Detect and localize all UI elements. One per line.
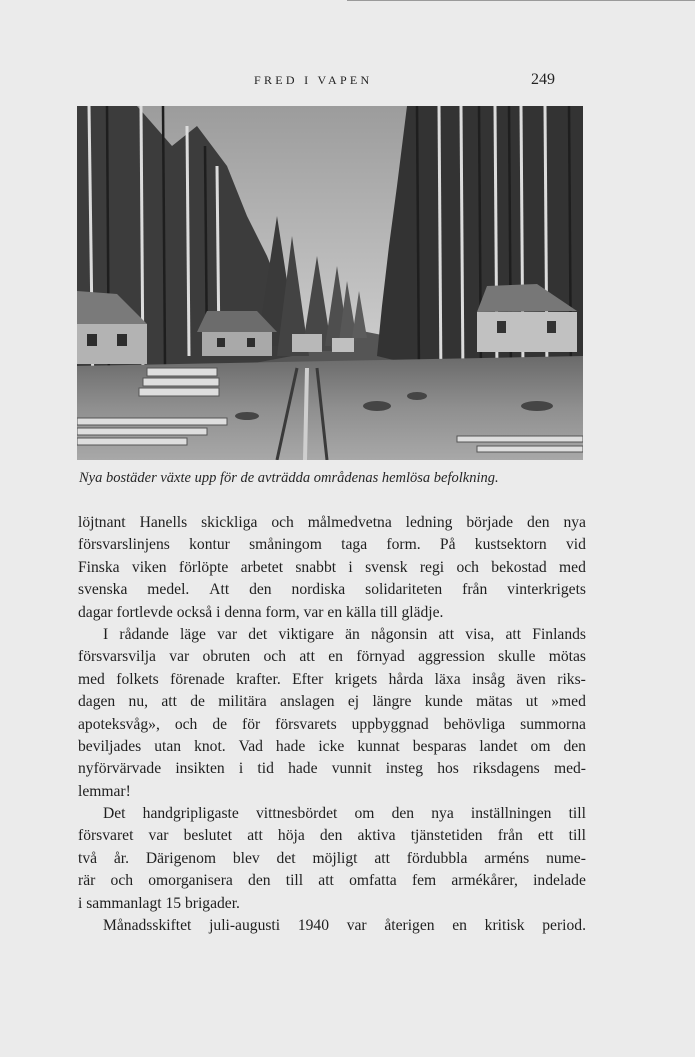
text-line: dagar fortlevde också i denna form, var en källa till glädje. bbox=[78, 603, 444, 621]
text-line: rär och omorganisera den till att omfatta fem armékårer, indelade bbox=[78, 872, 586, 890]
text-line: apoteksvåg», och de för försvarets uppbyggnad behövliga summorna bbox=[78, 715, 586, 733]
text-line: lemmar! bbox=[78, 782, 131, 800]
text-line: Det handgripligaste vittnesbördet om den nya inställningen till bbox=[103, 805, 586, 823]
text-line: två år. Därigenom blev det möjligt att fördubbla arméns nume- bbox=[78, 849, 586, 867]
text-line: svenska medel. Att den nordiska solidariteten från vinterkrigets bbox=[78, 581, 586, 599]
text-line: försvarsvilja var obruten och att en förnyad aggression skulle mötas bbox=[78, 648, 586, 666]
text-line: försvaret var beslutet att höja den aktiva tjänstetiden från ett till bbox=[78, 827, 586, 845]
text-line: I rådande läge var det viktigare än någonsin att visa, att Finlands bbox=[103, 625, 586, 643]
text-line: Finska viken förlöpte arbetet snabbt i svensk regi och bekostad med bbox=[78, 558, 586, 576]
text-line: Månadsskiftet juli-augusti 1940 var återigen en kritisk period. bbox=[103, 917, 586, 935]
photo-caption: Nya bostäder växte upp för de avträdda områdenas hemlösa befolkning. bbox=[79, 470, 499, 486]
page-top-edge bbox=[347, 0, 695, 1]
text-line: beviljades utan knot. Vad hade icke kunnat besparas landet om den bbox=[78, 737, 586, 755]
text-line: nyförvärvade insikten i tid hade vunnit insteg hos riksdagens med- bbox=[78, 760, 586, 778]
text-line: med folkets förenade krafter. Efter krigets hårda läxa insåg även riks- bbox=[78, 670, 586, 688]
running-head: FRED I VAPEN bbox=[254, 73, 373, 87]
text-line: löjtnant Hanells skickliga och målmedvetna ledning började den nya bbox=[78, 514, 586, 531]
text-line: dagen nu, att de militära anslagen ej längre kunde mätas ut »med bbox=[78, 693, 586, 711]
page-number: 249 bbox=[531, 71, 555, 88]
body-text bbox=[78, 512, 586, 937]
text-line: i sammanlagt 15 brigader. bbox=[78, 894, 240, 912]
forest-settlement-photo bbox=[77, 106, 583, 460]
text-line: försvarslinjens kontur småningom taga form. På kustsektorn vid bbox=[78, 536, 586, 554]
